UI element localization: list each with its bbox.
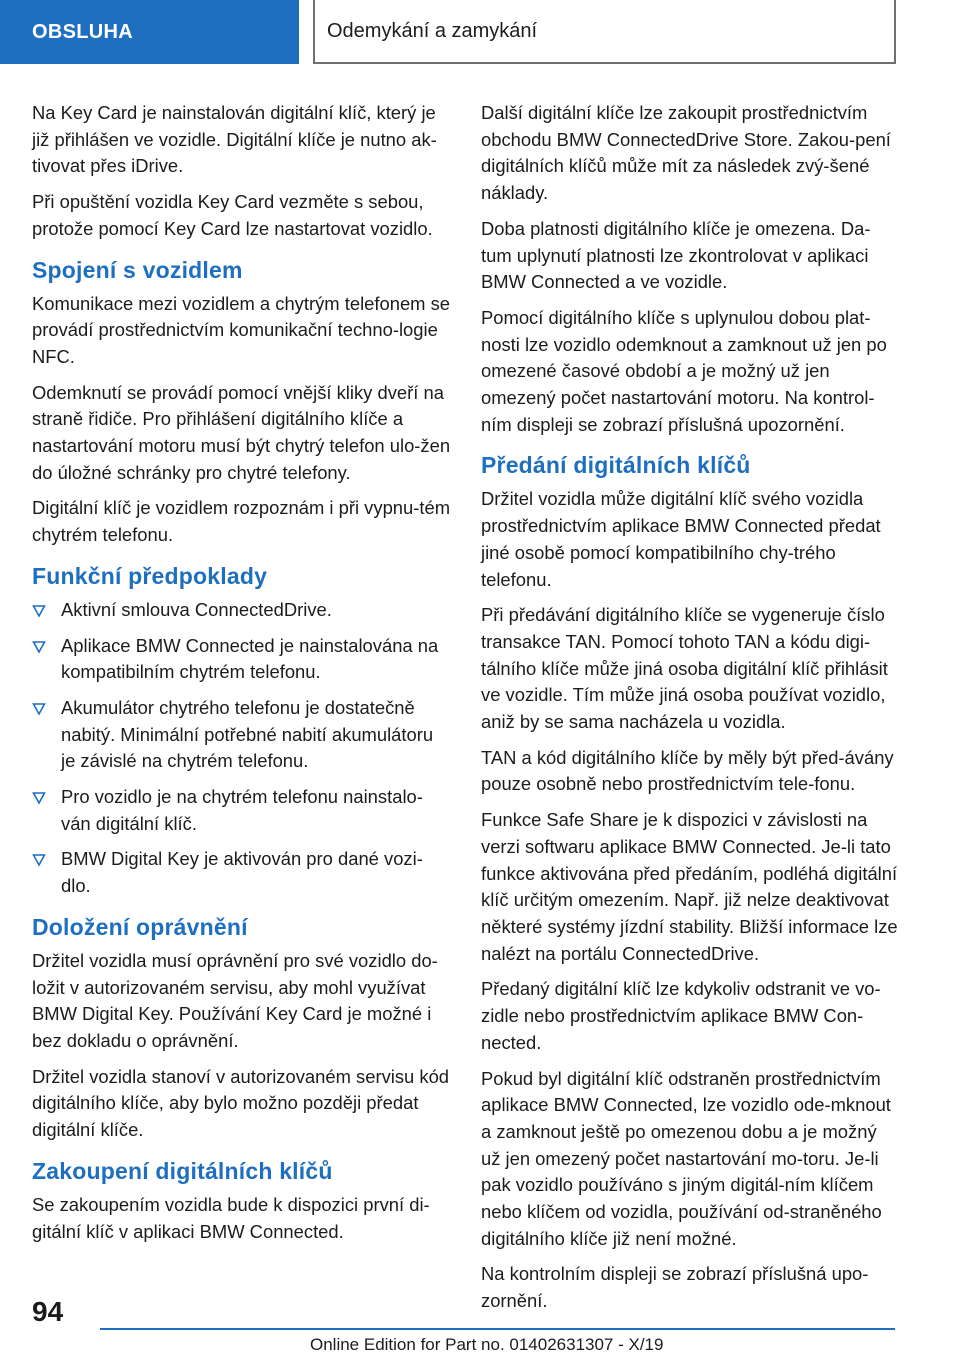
left-column	[32, 100, 452, 1254]
paragraph: Držitel vozidla může digitální klíč svého vozidla prostřednictvím aplikace BMW Connected předat jiné osobě pomocí kompatibilního chy-trého telefonu.	[481, 488, 881, 590]
triangle-bullet-icon	[32, 791, 46, 805]
triangle-bullet-icon	[32, 640, 46, 654]
triangle-bullet-icon	[32, 702, 46, 716]
list-item-text: Akumulátor chytrého telefonu je dostatečně nabitý. Minimální potřebné nabití akumulátoru je závislé na chytrém telefonu.	[61, 696, 434, 772]
list-item	[32, 633, 452, 686]
page-number: 94	[32, 1296, 64, 1327]
list-item-text: Aplikace BMW Connected je nainstalována na kompatibilním chytrém telefonu.	[61, 634, 439, 683]
right-column	[481, 100, 901, 1324]
edition-note: Online Edition for Part no. 01402631307 - X/19	[310, 1335, 664, 1354]
paragraph: Doba platnosti digitálního klíče je omezena. Da-tum uplynutí platnosti lze zkontrolovat v aplikaci BMW Connected a ve vozidle.	[481, 217, 871, 293]
paragraph: Na kontrolním displeji se zobrazí příslušná upo-zornění.	[481, 1263, 869, 1312]
list-item	[32, 597, 452, 624]
paragraph: Předaný digitální klíč lze kdykoliv odstranit ve vo-zidle nebo prostřednictvím aplikace BMW Con-nected.	[481, 978, 881, 1053]
paragraph: Při opuštění vozidla Key Card vezměte s sebou, protože pomocí Key Card lze nastartovat vozidlo.	[32, 191, 433, 239]
list-item	[32, 695, 452, 775]
paragraph: Komunikace mezi vozidlem a chytrým telefonem se provádí prostřednictvím komunikační techno-logie NFC.	[32, 292, 451, 367]
list-item-text: Pro vozidlo je na chytrém telefonu nainstalo-ván digitální klíč.	[61, 786, 423, 834]
paragraph: Pokud byl digitální klíč odstraněn prostřednictvím aplikace BMW Connected, lze vozidlo ode-mknout a zamknout ještě po omezenou dobu a je možný už jen omezený počet nastartování mo-toru. Je-li pak vozidlo používáno s jiným digitál-ním klíčem nebo klíčem od vozidla, používání od-straněného digitálního klíče již není možné.	[481, 1067, 891, 1249]
paragraph: Odemknutí se provádí pomocí vnější kliky dveří na straně řidiče. Pro přihlášení digitálního klíče a nastartování motoru musí být chytrý telefon ulo-žen do úložné schránky pro chytré telefony.	[32, 381, 451, 483]
heading-zakoupeni: Zakoupení digitálních klíčů	[32, 1157, 333, 1184]
paragraph: Digitální klíč je vozidlem rozpoznám i při vypnu-tém chytrém telefonu.	[32, 497, 451, 546]
list-item	[32, 784, 452, 837]
triangle-bullet-icon	[32, 853, 46, 867]
heading-predani: Předání digitálních klíčů	[481, 452, 751, 479]
chapter-tab: OBSLUHA	[0, 0, 299, 64]
footer-divider	[100, 1328, 895, 1330]
list-item	[32, 846, 452, 899]
section-title: Odemykání a zamykání	[313, 0, 896, 64]
paragraph: Funkce Safe Share je k dispozici v závislosti na verzi softwaru aplikace BMW Connected. Je-li tato funkce aktivována před předáním, podléhá digitální klíč určitým omezením. Např. již nelze deaktivovat některé systémy jízdní stability. Bližší informace lze nalézt na portálu ConnectedDrive.	[481, 809, 898, 964]
triangle-bullet-icon	[32, 604, 46, 618]
paragraph: Držitel vozidla musí oprávnění pro své vozidlo do-ložit v autorizovaném servisu, aby mohl využívat BMW Digital Key. Používání Key Card je možné i bez dokladu o oprávnění.	[32, 949, 438, 1051]
paragraph: Na Key Card je nainstalován digitální klíč, který je již přihlášen ve vozidle. Digitální klíče je nutno ak-tivovat přes iDrive.	[32, 102, 437, 177]
paragraph: TAN a kód digitálního klíče by měly být před-ávány pouze osobně nebo prostřednictvím tele-fonu.	[481, 746, 894, 795]
heading-predpoklady: Funkční předpoklady	[32, 562, 268, 589]
list-item-text: BMW Digital Key je aktivován pro dané vozi-dlo.	[61, 848, 423, 897]
heading-spojeni: Spojení s vozidlem	[32, 256, 243, 283]
paragraph: Se zakoupením vozidla bude k dispozici první di-gitální klíč v aplikaci BMW Connected.	[32, 1193, 430, 1242]
prerequisites-list	[32, 597, 452, 900]
paragraph: Držitel vozidla stanoví v autorizovaném servisu kód digitálního klíče, aby bylo možno později předat digitální klíče.	[32, 1065, 450, 1141]
paragraph: Další digitální klíče lze zakoupit prostřednictvím obchodu BMW ConnectedDrive Store. Zakou-pení digitálních klíčů může mít za následek zvý-šené náklady.	[481, 102, 891, 204]
heading-opravneni: Doložení oprávnění	[32, 913, 248, 940]
paragraph: Pomocí digitálního klíče s uplynulou dobou plat-nosti lze vozidlo odemknout a zamknout už jen po omezené časové období a je možný už jen omezený počet nastartování motoru. Na kontrol-ním displeji se zobrazí příslušná upozornění.	[481, 306, 887, 435]
list-item-text: Aktivní smlouva ConnectedDrive.	[61, 598, 332, 620]
paragraph: Při předávání digitálního klíče se vygeneruje číslo transakce TAN. Pomocí tohoto TAN a kódu digi-tálního klíče může jiná osoba digitální klíč přihlásit ve vozidle. Tím může jiná osoba používat vozidlo, aniž by se sama nacházela u vozidla.	[481, 604, 888, 733]
